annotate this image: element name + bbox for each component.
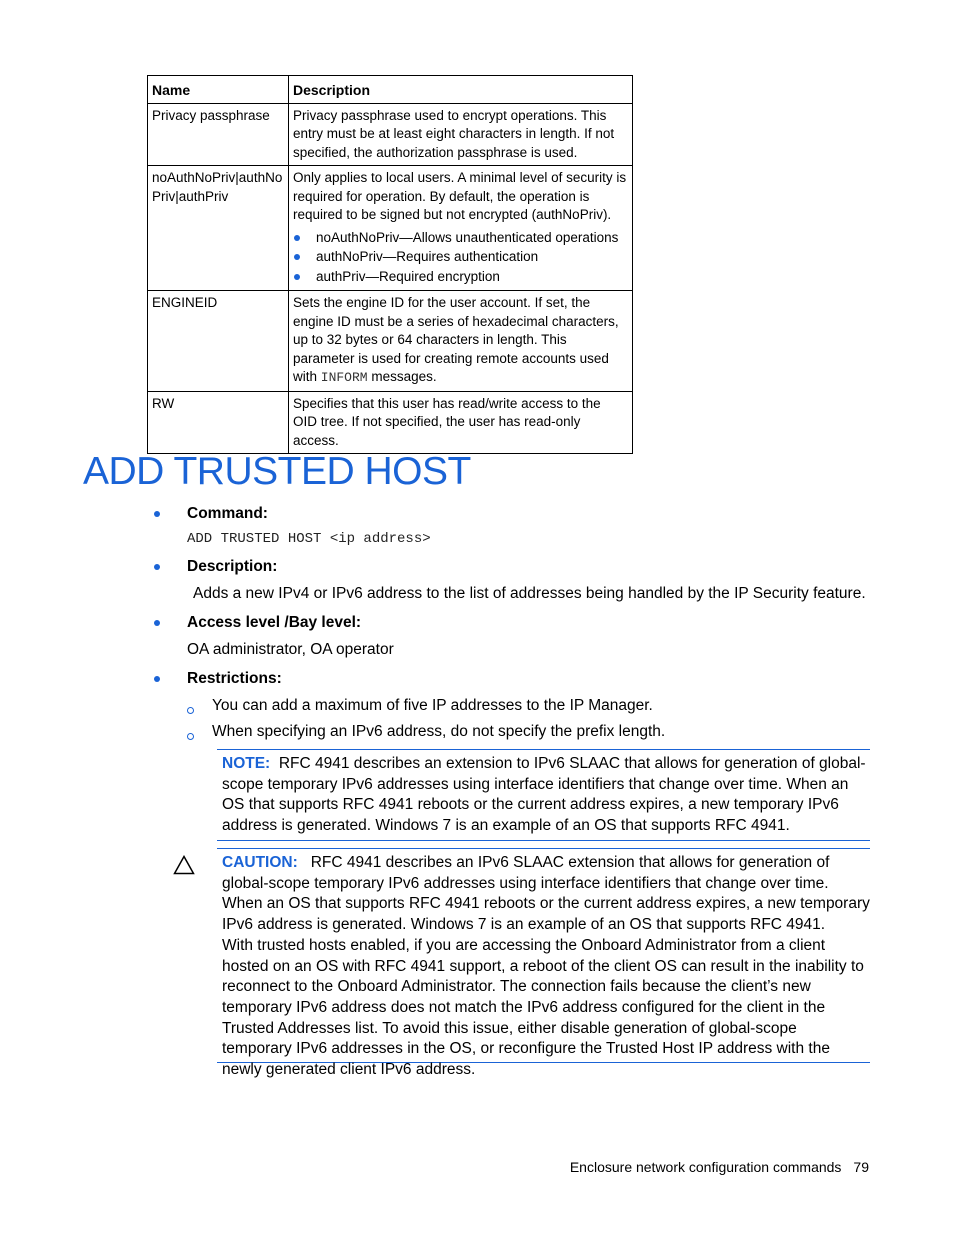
list-item [293, 268, 628, 287]
caution-content [222, 849, 870, 936]
parameter-table [147, 75, 633, 454]
param-description: Privacy passphrase used to encrypt operations. This entry must be at least eight characters in length. If not specified, the authorization passphrase is used. [289, 103, 633, 166]
sub-bullet-icon [187, 733, 194, 740]
description-text: Adds a new IPv4 or IPv6 address to the list of addresses being handled by the IP Security feature. [193, 585, 866, 602]
bullet-label: Restrictions: [187, 670, 282, 687]
inline-code: INFORM [320, 370, 368, 385]
list-item-text: authPriv—Required encryption [316, 268, 500, 284]
bullet-access-level [187, 614, 361, 632]
list-item-text: noAuthNoPriv—Allows unauthenticated operations [316, 229, 619, 245]
table-row [148, 391, 633, 454]
desc-text: Sets the engine ID for the user account. If set, the engine ID must be a series of hexadecimal characters, up to 32 bytes or 64 characters in length. This parameter is used for creating remote accounts used with [293, 295, 619, 384]
param-description [289, 291, 633, 392]
restriction-item [212, 697, 653, 715]
page-number: 79 [853, 1159, 869, 1175]
bullet-restrictions [187, 670, 282, 688]
security-level-list [293, 229, 628, 287]
param-description: Specifies that this user has read/write access to the OID tree. If not specified, the user has read-only access. [289, 391, 633, 454]
bullet-icon [154, 676, 160, 682]
column-header-name: Name [148, 76, 289, 104]
caution-text-extended: With trusted hosts enabled, if you are accessing the Onboard Administrator from a client hosted on an OS with RFC 4941 support, a reboot of the client OS can result in the inability to reconnect to the Onboard Administrator. The connection fails because the client’s new temporary IPv6 address does not match the IPv6 address configured for the client in the Trusted Addresses list. To avoid this issue, either disable generation of global-scope temporary IPv6 addresses in the OS, or reconfigure the Trusted Host IP address with the newly generated client IPv6 address. [222, 936, 864, 1079]
table-header-row [148, 76, 633, 104]
bullet-label: Command: [187, 505, 268, 522]
section-title: ADD TRUSTED HOST [83, 450, 471, 493]
bullet-label: Access level /Bay level: [187, 614, 362, 631]
sub-bullet-icon [187, 707, 194, 714]
param-description-cell [289, 166, 633, 291]
bullet-icon [154, 511, 160, 517]
note-text: RFC 4941 describes an extension to IPv6 SLAAC that allows for generation of global-scope temporary IPv6 addresses using interface identifiers that change over time. When an OS that supports RFC 4941 reboots or the current address expires, a new temporary IPv6 address is generated. Windows 7 is an example of an OS that supports RFC 4941. [222, 755, 866, 835]
param-name: ENGINEID [148, 291, 289, 392]
param-name: Privacy passphrase [148, 103, 289, 166]
bullet-description [187, 558, 277, 576]
page-footer [570, 1159, 869, 1175]
bullet-icon [154, 564, 160, 570]
table-row [148, 291, 633, 392]
bullet-icon [294, 274, 300, 280]
restriction-item [212, 723, 665, 741]
column-header-description: Description [289, 76, 633, 104]
bullet-command [187, 505, 268, 523]
table-row [148, 103, 633, 166]
param-name: noAuthNoPriv|authNoPriv|authPriv [148, 166, 289, 291]
bullet-icon [154, 620, 160, 626]
footer-chapter-title: Enclosure network configuration commands [569, 1159, 842, 1175]
desc-text: messages. [371, 369, 437, 384]
caution-label: CAUTION: [222, 854, 298, 871]
note-box [217, 749, 870, 841]
table-row [148, 166, 633, 291]
note-label: NOTE: [222, 755, 271, 772]
restriction-text: When specifying an IPv6 address, do not specify the prefix length. [212, 723, 666, 740]
list-item-text: authNoPriv—Requires authentication [316, 249, 539, 264]
bullet-label: Description: [187, 558, 278, 575]
note-content [222, 750, 870, 837]
restriction-text: You can add a maximum of five IP addresses to the IP Manager. [212, 697, 653, 714]
bullet-icon [294, 235, 300, 241]
access-level-text: OA administrator, OA operator [187, 641, 394, 658]
list-item [293, 248, 628, 267]
caution-box [217, 848, 870, 1079]
param-description: Only applies to local users. A minimal level of security is required for operation. By default, the operation is required to be signed but not encrypted (authNoPriv). [293, 170, 627, 222]
list-item [293, 229, 628, 248]
bullet-icon [294, 254, 300, 260]
caution-text: RFC 4941 describes an IPv6 SLAAC extension that allows for generation of global-scope temporary IPv6 addresses using interface identifiers that change over time. When an OS that supports RFC 4941 reboots or the current address expires, a new temporary IPv6 address is generated. Windows 7 is an example of an OS that supports RFC 4941. [222, 854, 870, 934]
param-name: RW [148, 391, 289, 454]
command-syntax: ADD TRUSTED HOST <ip address> [187, 531, 431, 547]
warning-triangle-icon [173, 855, 195, 875]
